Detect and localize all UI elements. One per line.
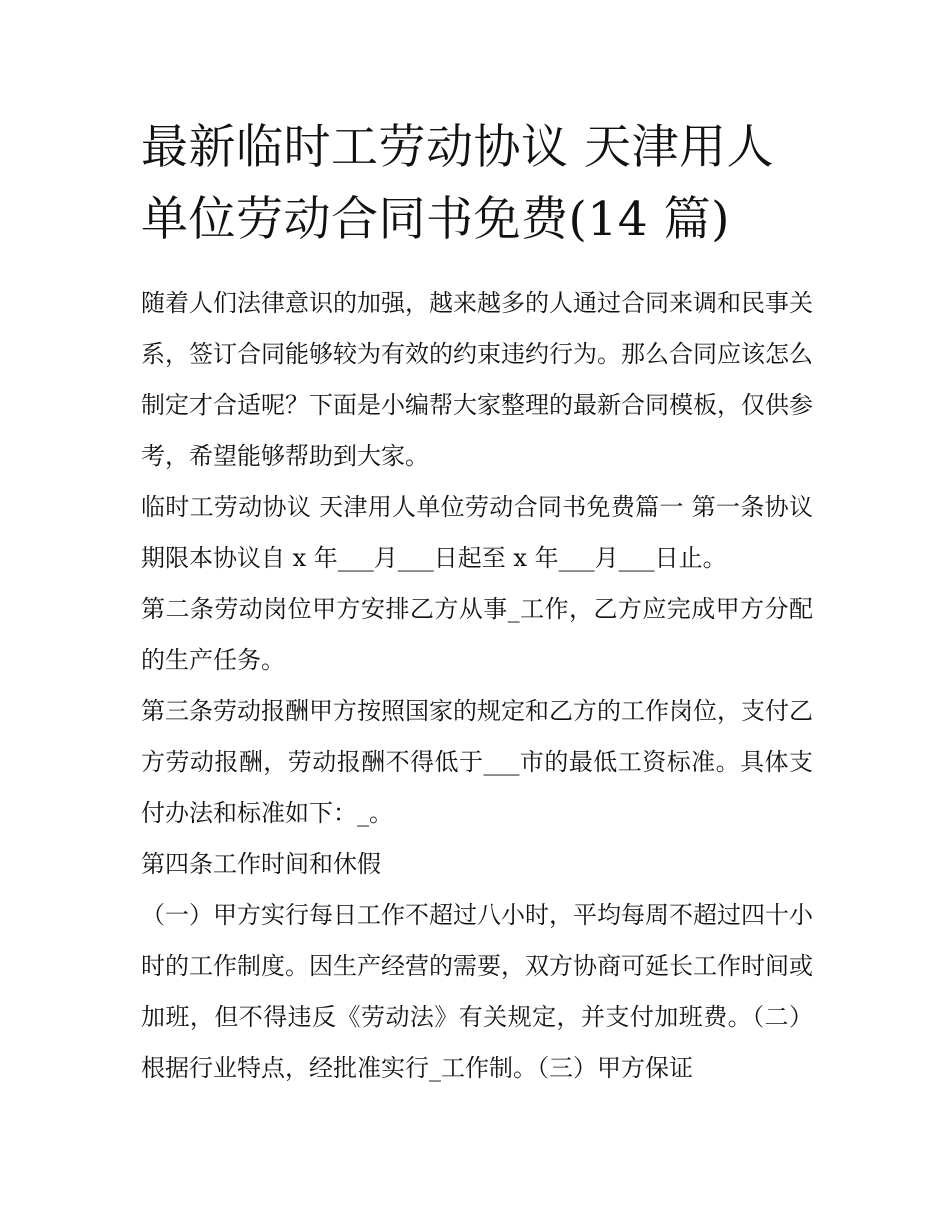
article-4-heading: 第四条工作时间和休假 — [141, 850, 381, 878]
article-1-paragraph: 临时工劳动协议 天津用人单位劳动合同书免费篇一 第一条协议期限本协议自 x 年___月___日起至 x 年___月___日止。 — [141, 493, 813, 572]
article-3-paragraph: 第三条劳动报酬甲方按照国家的规定和乙方的工作岗位，支付乙方劳动报酬，劳动报酬不得低于___市的最低工资标准。具体支付办法和标准如下：_。 — [141, 697, 813, 827]
document-page — [141, 112, 813, 1094]
intro-paragraph: 随着人们法律意识的加强，越来越多的人通过合同来调和民事关系，签订合同能够较为有效的约束违约行为。那么合同应该怎么制定才合适呢？下面是小编帮大家整理的最新合同模板，仅供参考，希望能够帮助到大家。 — [141, 289, 813, 470]
document-body — [141, 278, 813, 1094]
document-title: 最新临时工劳动协议 天津用人单位劳动合同书免费(14 篇) — [141, 120, 774, 247]
article-2-paragraph: 第二条劳动岗位甲方安排乙方从事_工作，乙方应完成甲方分配的生产任务。 — [141, 595, 813, 674]
article-4-paragraph: （一）甲方实行每日工作不超过八小时，平均每周不超过四十小时的工作制度。因生产经营的需要，双方协商可延长工作时间或加班，但不得违反《劳动法》有关规定，并支付加班费。（二）根据行业特点，经批准实行_工作制。（三）甲方保证 — [141, 901, 813, 1082]
